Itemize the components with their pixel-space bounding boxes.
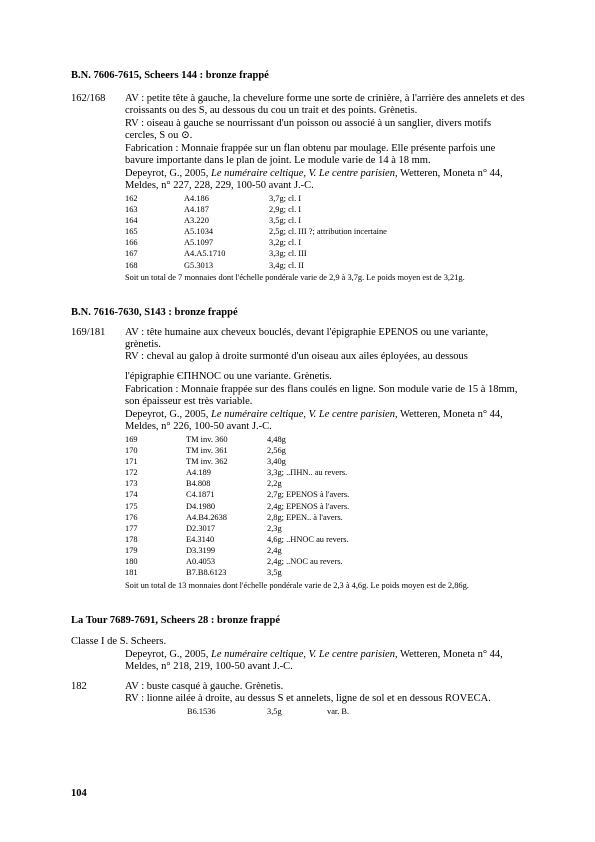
inventory-ref: TM inv. 361 xyxy=(186,446,228,456)
inventory-ref: E4.3140 xyxy=(186,534,215,544)
inventory-ref: A4.189 xyxy=(186,468,211,478)
coin-number: 169 xyxy=(125,435,138,444)
coin-number: 164 xyxy=(125,216,138,226)
coin-number: 178 xyxy=(125,534,138,544)
inventory-ref: A5.1034 xyxy=(184,227,214,237)
weight-notes: 2,8g; EPEN.. à l'avers. xyxy=(267,512,343,522)
reverse-description: RV : lionne ailée à droite, au dessus S et annelets, ligne de sol et en dessous ROVECA. xyxy=(125,693,491,704)
entry-range: 182 xyxy=(71,681,87,692)
coin-number: 170 xyxy=(125,446,138,456)
inventory-ref: A4.A5.1710 xyxy=(184,249,226,259)
inventory-ref: D3.3199 xyxy=(186,545,216,555)
variant-note: var. B. xyxy=(327,707,350,716)
inventory-ref: A4.186 xyxy=(184,194,209,203)
inventory-ref: A0.4053 xyxy=(186,557,216,567)
bibliographic-reference: Depeyrot, G., 2005, Le numéraire celtique, V. Le centre parisien, Wetteren, Moneta n° 44, Meldes, n° 218, 219, 100-50 avant J.-C. xyxy=(125,649,503,673)
bibliographic-reference: Depeyrot, G., 2005, Le numéraire celtique, V. Le centre parisien, Wetteren, Moneta n° 44, Meldes, n° 227, 228, 229, 100-50 avant J.-C. xyxy=(125,168,503,192)
entry-range: 169/181 xyxy=(71,327,106,338)
weight-summary: Soit un total de 7 monnaies dont l'échelle pondérale varie de 2,9 à 3,7g. Le poids moyen est de 3,21g. xyxy=(125,273,465,282)
coin-number: 173 xyxy=(125,479,138,489)
coin-number: 179 xyxy=(125,545,138,555)
weight-notes: 3,7g; cl. I xyxy=(269,194,302,203)
weight-notes: 3,3g; cl. III xyxy=(269,249,307,259)
weight-notes: 2,4g xyxy=(267,545,282,555)
inventory-ref: G5.3013 xyxy=(184,260,214,270)
coin-number: 174 xyxy=(125,490,138,500)
weight-notes: 2,2g xyxy=(267,479,282,489)
section-title: La Tour 7689-7691, Scheers 28 : bronze frappé xyxy=(71,615,281,626)
reference-title: Le numéraire celtique, V. Le centre parisien xyxy=(211,649,395,660)
inventory-ref: A4.187 xyxy=(184,205,209,215)
inventory-ref: D4.1980 xyxy=(186,501,216,511)
coin-number: 166 xyxy=(125,238,138,248)
entry-range: 162/168 xyxy=(71,93,106,104)
coin-number: 180 xyxy=(125,557,138,567)
coin-number: 165 xyxy=(125,227,138,237)
section-title: B.N. 7616-7630, S143 : bronze frappé xyxy=(71,307,238,318)
weight-notes: 3,5g; cl. I xyxy=(269,216,302,226)
coin-number: 163 xyxy=(125,205,138,215)
coin-number: 171 xyxy=(125,457,138,467)
weight-notes: 3,40g xyxy=(267,457,286,467)
inventory-ref: TM inv. 360 xyxy=(186,435,228,444)
bibliographic-reference: Depeyrot, G., 2005, Le numéraire celtique, V. Le centre parisien, Wetteren, Moneta n° 44, Meldes, n° 226, 100-50 avant J.-C. xyxy=(125,409,503,433)
weight-notes: 3,5g xyxy=(267,707,282,716)
inventory-ref: B6.1536 xyxy=(187,707,216,716)
reverse-description: RV : oiseau à gauche se nourrissant d'un poisson ou associé à un sanglier, divers motifs cercles, S ou ⊙. xyxy=(125,118,492,142)
weight-notes: 2,5g; cl. III ?; attribution incertaine xyxy=(269,227,387,237)
fabrication-note: Fabrication : Monnaie frappée sur un flan obtenu par moulage. Elle présente parfois une bavure importante dans le plan de joint. Le module varie de 14 à 18 mm. xyxy=(125,143,496,167)
weight-notes: 2,3g xyxy=(267,523,282,533)
coin-number: 167 xyxy=(125,249,138,259)
coin-number: 162 xyxy=(125,194,138,203)
weight-notes: 3,5g xyxy=(267,568,282,578)
weight-notes: 4,48g xyxy=(267,435,286,444)
inventory-ref: A4.B4.2638 xyxy=(186,512,227,522)
inventory-ref: A3.220 xyxy=(184,216,209,226)
obverse-description: AV : petite tête à gauche, la chevelure forme une sorte de crinière, à l'arrière des annelets et des croissants ou des S, au dessous du cou un trait et des points. Grènetis. xyxy=(125,93,525,117)
weight-notes: 2,9g; cl. I xyxy=(269,205,302,215)
inventory-ref: A5.1097 xyxy=(184,238,214,248)
inventory-ref: D2.3017 xyxy=(186,523,216,533)
coin-number: 177 xyxy=(125,523,138,533)
coin-number: 172 xyxy=(125,468,138,478)
coin-number: 176 xyxy=(125,512,138,522)
obverse-description: AV : tête humaine aux cheveux bouclés, devant l'épigraphie EPENOS ou une variante, grènetis. xyxy=(125,327,489,351)
coin-number: 175 xyxy=(125,501,138,511)
page-number: 104 xyxy=(71,788,87,799)
weight-notes: 2,4g; ..NOC au revers. xyxy=(267,557,343,567)
coin-number: 181 xyxy=(125,568,138,578)
inventory-ref: B7.B8.6123 xyxy=(186,568,227,578)
reverse-description: RV : cheval au galop à droite surmonté d'un oiseau aux ailes éployées, au dessous xyxy=(125,351,468,362)
inventory-ref: TM inv. 362 xyxy=(186,457,228,467)
reference-title: Le numéraire celtique, V. Le centre parisien xyxy=(211,168,395,179)
inventory-ref: C4.1871 xyxy=(186,490,215,500)
inventory-ref: B4.808 xyxy=(186,479,211,489)
weight-notes: 2,4g; EPENOS à l'avers. xyxy=(267,501,350,511)
weight-notes: 2,56g xyxy=(267,446,286,456)
weight-notes: 4,6g; ..HNOC au revers. xyxy=(267,534,349,544)
reverse-description-continued: l'épigraphie ЄΠΗΝΟC ou une variante. Grènetis. xyxy=(125,371,332,382)
fabrication-note: Fabrication : Monnaie frappée sur des flans coulés en ligne. Son module varie de 15 à 18mm, son épaisseur est très variable. xyxy=(125,384,518,408)
weight-notes: 3,3g; ..ΠΗΝ.. au revers. xyxy=(267,468,348,478)
weight-notes: 2,7g; EPENOS à l'avers. xyxy=(267,490,350,500)
weight-summary: Soit un total de 13 monnaies dont l'échelle pondérale varie de 2,3 à 4,6g. Le poids moyen est de 2,86g. xyxy=(125,581,469,590)
section-title: B.N. 7606-7615, Scheers 144 : bronze frappé xyxy=(71,70,269,81)
reference-title: Le numéraire celtique, V. Le centre parisien xyxy=(211,409,395,420)
obverse-description: AV : buste casqué à gauche. Grènetis. xyxy=(125,681,284,692)
weight-notes: 3,4g; cl. II xyxy=(269,260,304,270)
weight-notes: 3,2g; cl. I xyxy=(269,238,302,248)
coin-number: 168 xyxy=(125,260,138,270)
classification-note: Classe I de S. Scheers. xyxy=(71,636,167,647)
